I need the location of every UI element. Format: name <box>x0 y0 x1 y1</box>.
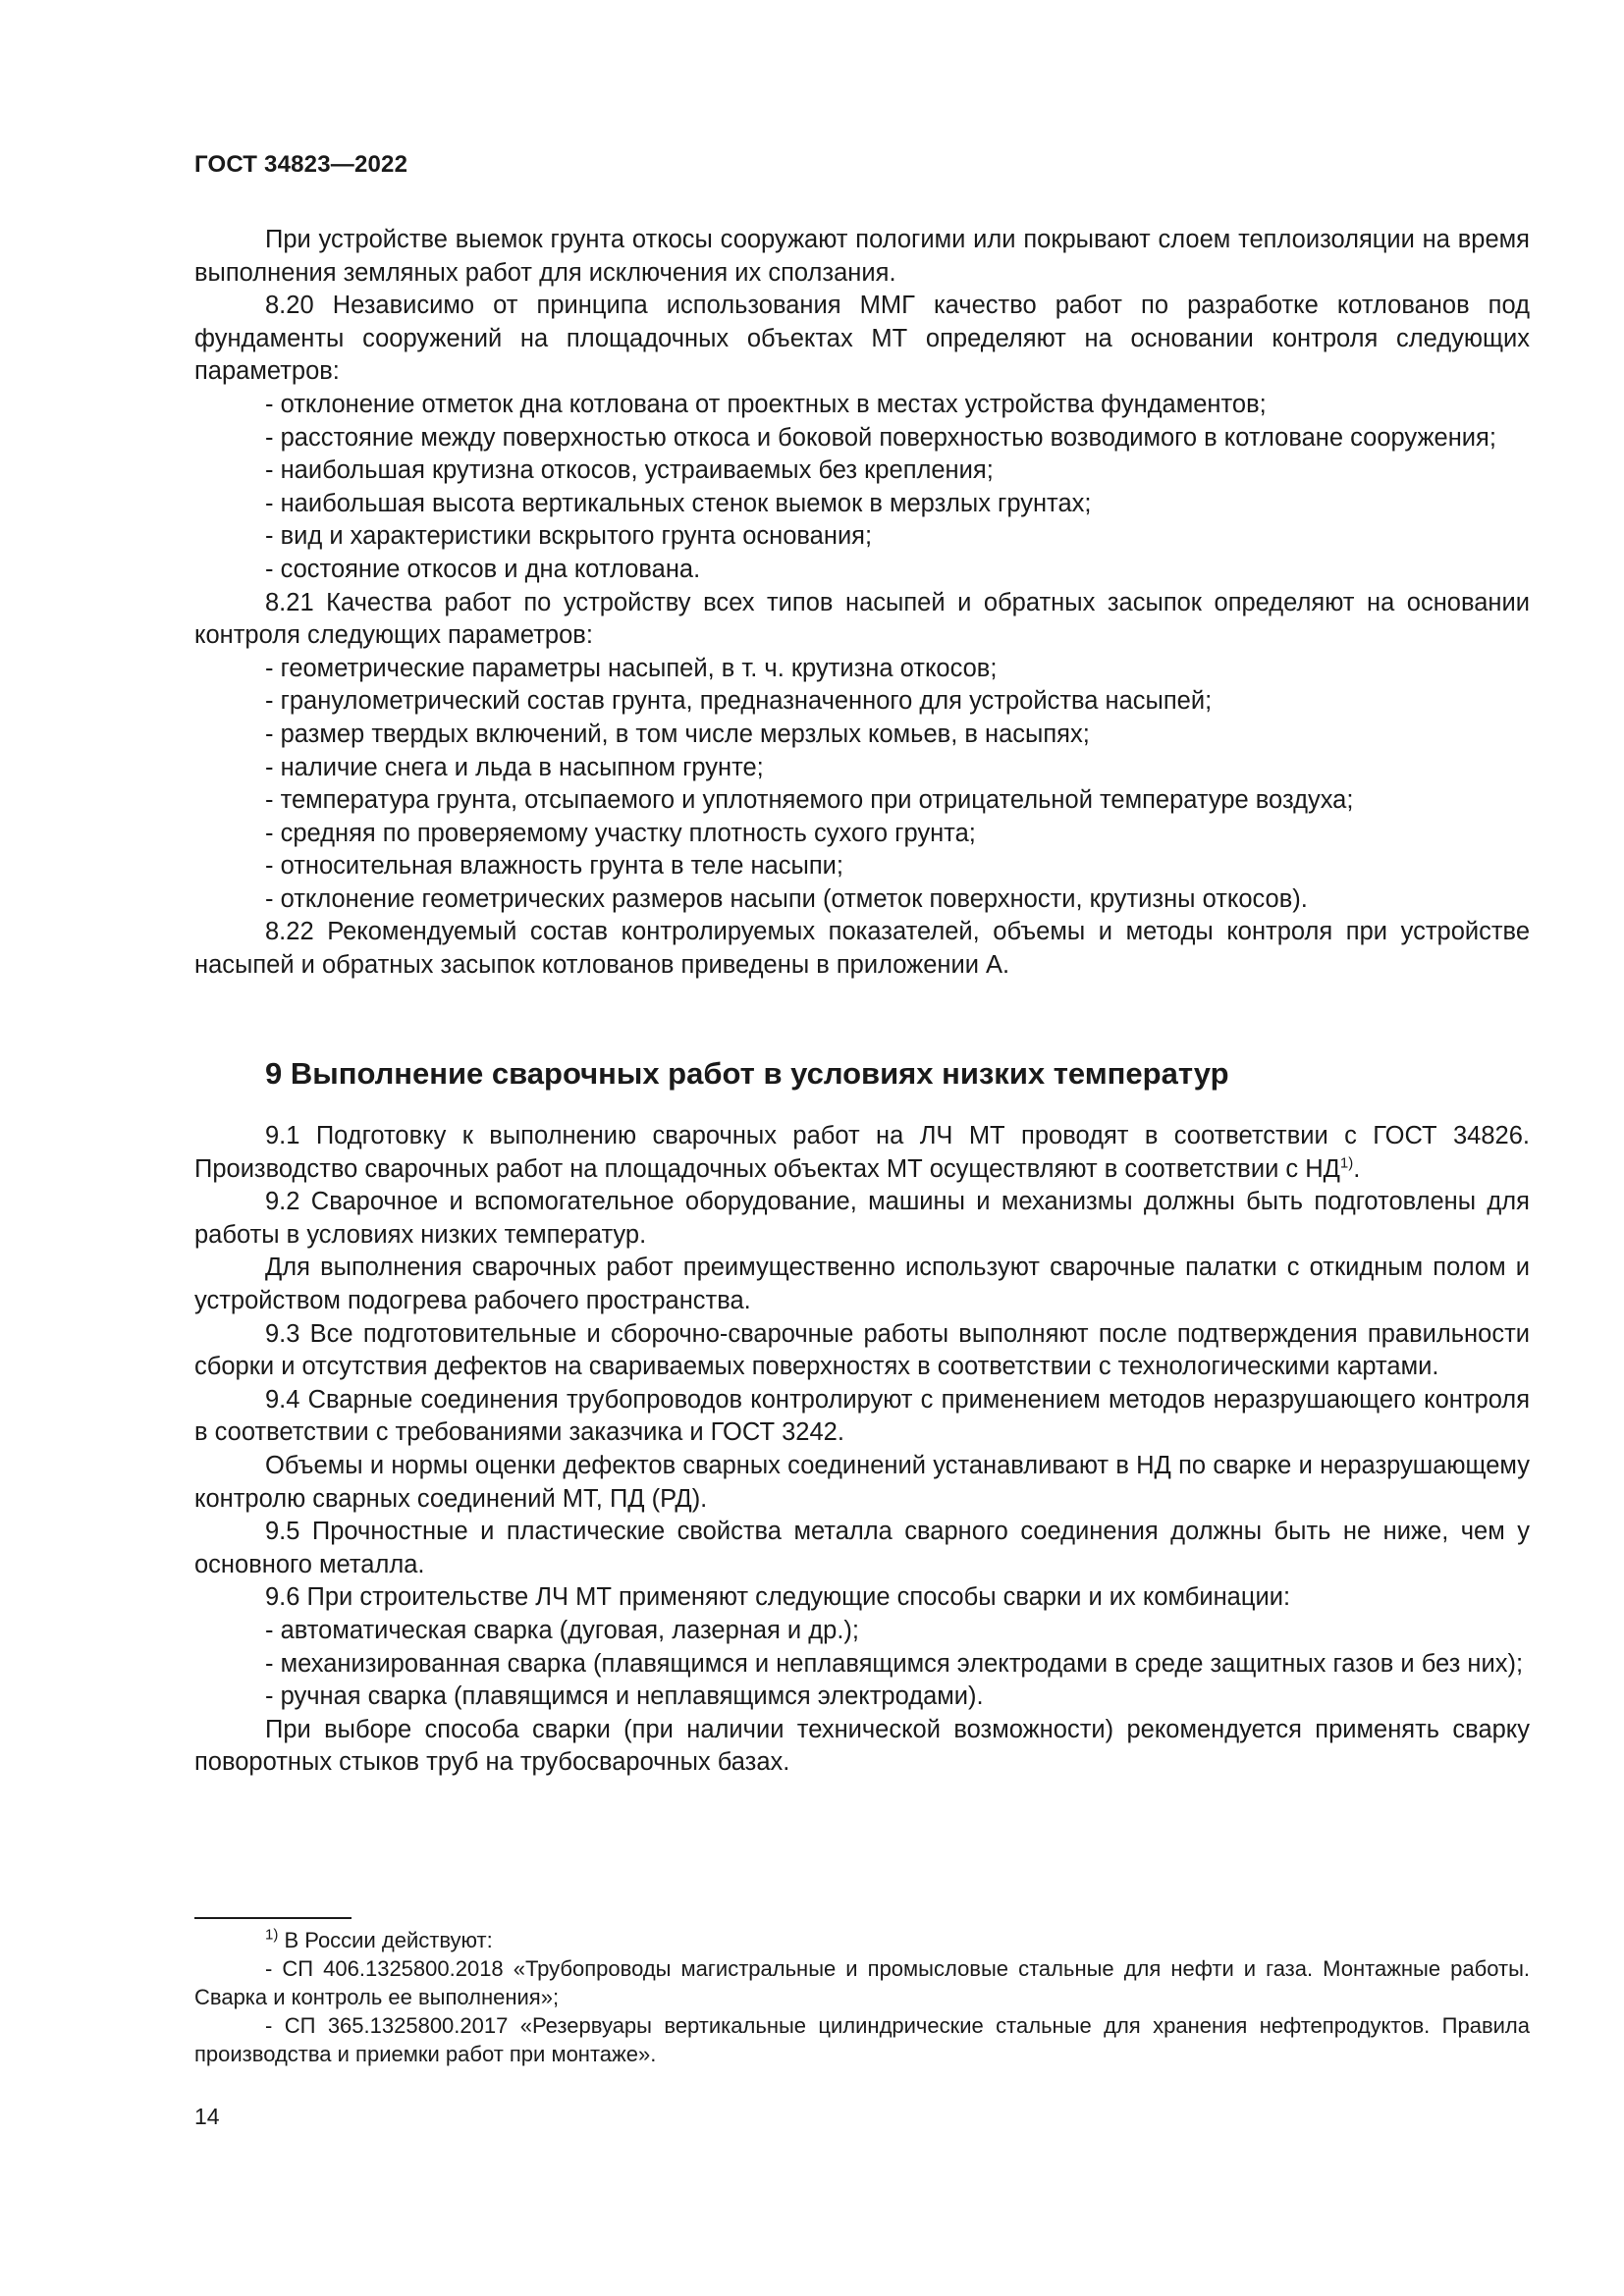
footnote-divider <box>194 1917 352 1919</box>
paragraph: При выборе способа сварки (при наличии технической возможности) рекомендуется применять сварку поворотных стыков труб на трубосварочных базах. <box>194 1715 1530 1777</box>
document-header: ГОСТ 34823—2022 <box>194 151 408 178</box>
paragraph: 8.21 Качества работ по устройству всех типов насыпей и обратных засыпок определяют на основании контроля следующих параметров: <box>194 588 1530 650</box>
footnote-mark: 1) <box>265 1926 279 1944</box>
list-item: - отклонение геометрических размеров насыпи (отметок поверхности, крутизны откосов). <box>265 884 1308 913</box>
list-item: - механизированная сварка (плавящимся и неплавящимся электродами в среде защитных газов и без них); <box>265 1649 1524 1678</box>
list-item: - температура грунта, отсыпаемого и уплотняемого при отрицательной температуре воздуха; <box>265 786 1354 815</box>
paragraph: 9.4 Сварные соединения трубопроводов контролируют с применением методов неразрушающего контроля в соответствии с требованиями заказчика и ГОСТ 3242. <box>194 1385 1530 1447</box>
list-item: - относительная влажность грунта в теле насыпи; <box>265 852 844 881</box>
section-8-body <box>194 224 1530 983</box>
footnotes <box>194 1926 1530 2068</box>
footnote-intro-text: В России действуют: <box>278 1928 493 1952</box>
list-item: - наличие снега и льда в насыпном грунте; <box>265 753 764 781</box>
footnote-item: - СП 365.1325800.2017 «Резервуары вертикальные цилиндрические стальные для хранения нефтепродуктов. Правила производства и приемки работ при монтаже». <box>194 2013 1530 2066</box>
paragraph: 9.3 Все подготовительные и сборочно-сварочные работы выполняют после подтверждения правильности сборки и отсутствия дефектов на свариваемых поверхностях в соответствии с технологическими картами. <box>194 1319 1530 1381</box>
list-item: - отклонение отметок дна котлована от проектных в местах устройства фундаментов; <box>265 390 1267 418</box>
paragraph <box>194 1120 1530 1186</box>
section-9-heading: 9 Выполнение сварочных работ в условиях низких температур <box>265 1056 1229 1091</box>
list-item: - наибольшая высота вертикальных стенок выемок в мерзлых грунтах; <box>265 489 1092 517</box>
paragraph: 9.5 Прочностные и пластические свойства металла сварного соединения должны быть не ниже, чем у основного металла. <box>194 1518 1530 1578</box>
footnote-intro <box>194 1926 1530 1954</box>
list-item: - гранулометрический состав грунта, предназначенного для устройства насыпей; <box>265 687 1213 716</box>
footnote-reference: 1) <box>1339 1154 1354 1172</box>
section-9-body <box>194 1120 1530 1780</box>
paragraph: При устройстве выемок грунта откосы сооружают пологими или покрывают слоем теплоизоляции на время выполнения земляных работ для исключения их сползания. <box>194 226 1530 287</box>
paragraph: Объемы и нормы оценки дефектов сварных соединений устанавливают в НД по сварке и неразрушающему контролю сварных соединений МТ, ПД (РД). <box>194 1451 1530 1513</box>
paragraph: 8.20 Независимо от принципа использования ММГ качество работ по разработке котлованов под фундаменты сооружений на площадочных объектах МТ определяют на основании контроля следующих параметров: <box>194 292 1530 386</box>
footnote-item: - СП 406.1325800.2018 «Трубопроводы магистральные и промысловые стальные для нефти и газа. Монтажные работы. Сварка и контроль ее выполнения»; <box>194 1956 1530 2009</box>
list-item: - автоматическая сварка (дуговая, лазерная и др.); <box>265 1616 859 1644</box>
paragraph: Для выполнения сварочных работ преимущественно используют сварочные палатки с откидным полом и устройством подогрева рабочего пространства. <box>194 1254 1530 1314</box>
list-item: - расстояние между поверхностью откоса и боковой поверхностью возводимого в котловане сооружения; <box>265 423 1496 452</box>
list-item: - размер твердых включений, в том числе мерзлых комьев, в насыпях; <box>265 720 1090 748</box>
list-item: - вид и характеристики вскрытого грунта основания; <box>265 522 873 551</box>
paragraph-text: 9.1 Подготовку к выполнению сварочных работ на ЛЧ МТ проводят в соответствии с ГОСТ 34826. Производство сварочных работ на площадочных объектах МТ осуществляют в соответствии с НД <box>194 1122 1530 1183</box>
list-item: - ручная сварка (плавящимся и неплавящимся электродами). <box>265 1682 984 1711</box>
paragraph: 8.22 Рекомендуемый состав контролируемых показателей, объемы и методы контроля при устройстве насыпей и обратных засыпок котлованов приведены в приложении А. <box>194 918 1530 980</box>
paragraph: 9.6 При строительстве ЛЧ МТ применяют следующие способы сварки и их комбинации: <box>265 1583 1291 1612</box>
paragraph-end: . <box>1353 1154 1361 1183</box>
paragraph: 9.2 Сварочное и вспомогательное оборудование, машины и механизмы должны быть подготовлены для работы в условиях низких температур. <box>194 1188 1530 1249</box>
list-item: - средняя по проверяемому участку плотность сухого грунта; <box>265 819 976 847</box>
page-number: 14 <box>194 2104 220 2129</box>
list-item: - состояние откосов и дна котлована. <box>265 555 701 583</box>
list-item: - геометрические параметры насыпей, в т. ч. крутизна откосов; <box>265 654 998 682</box>
list-item: - наибольшая крутизна откосов, устраиваемых без крепления; <box>265 456 994 485</box>
